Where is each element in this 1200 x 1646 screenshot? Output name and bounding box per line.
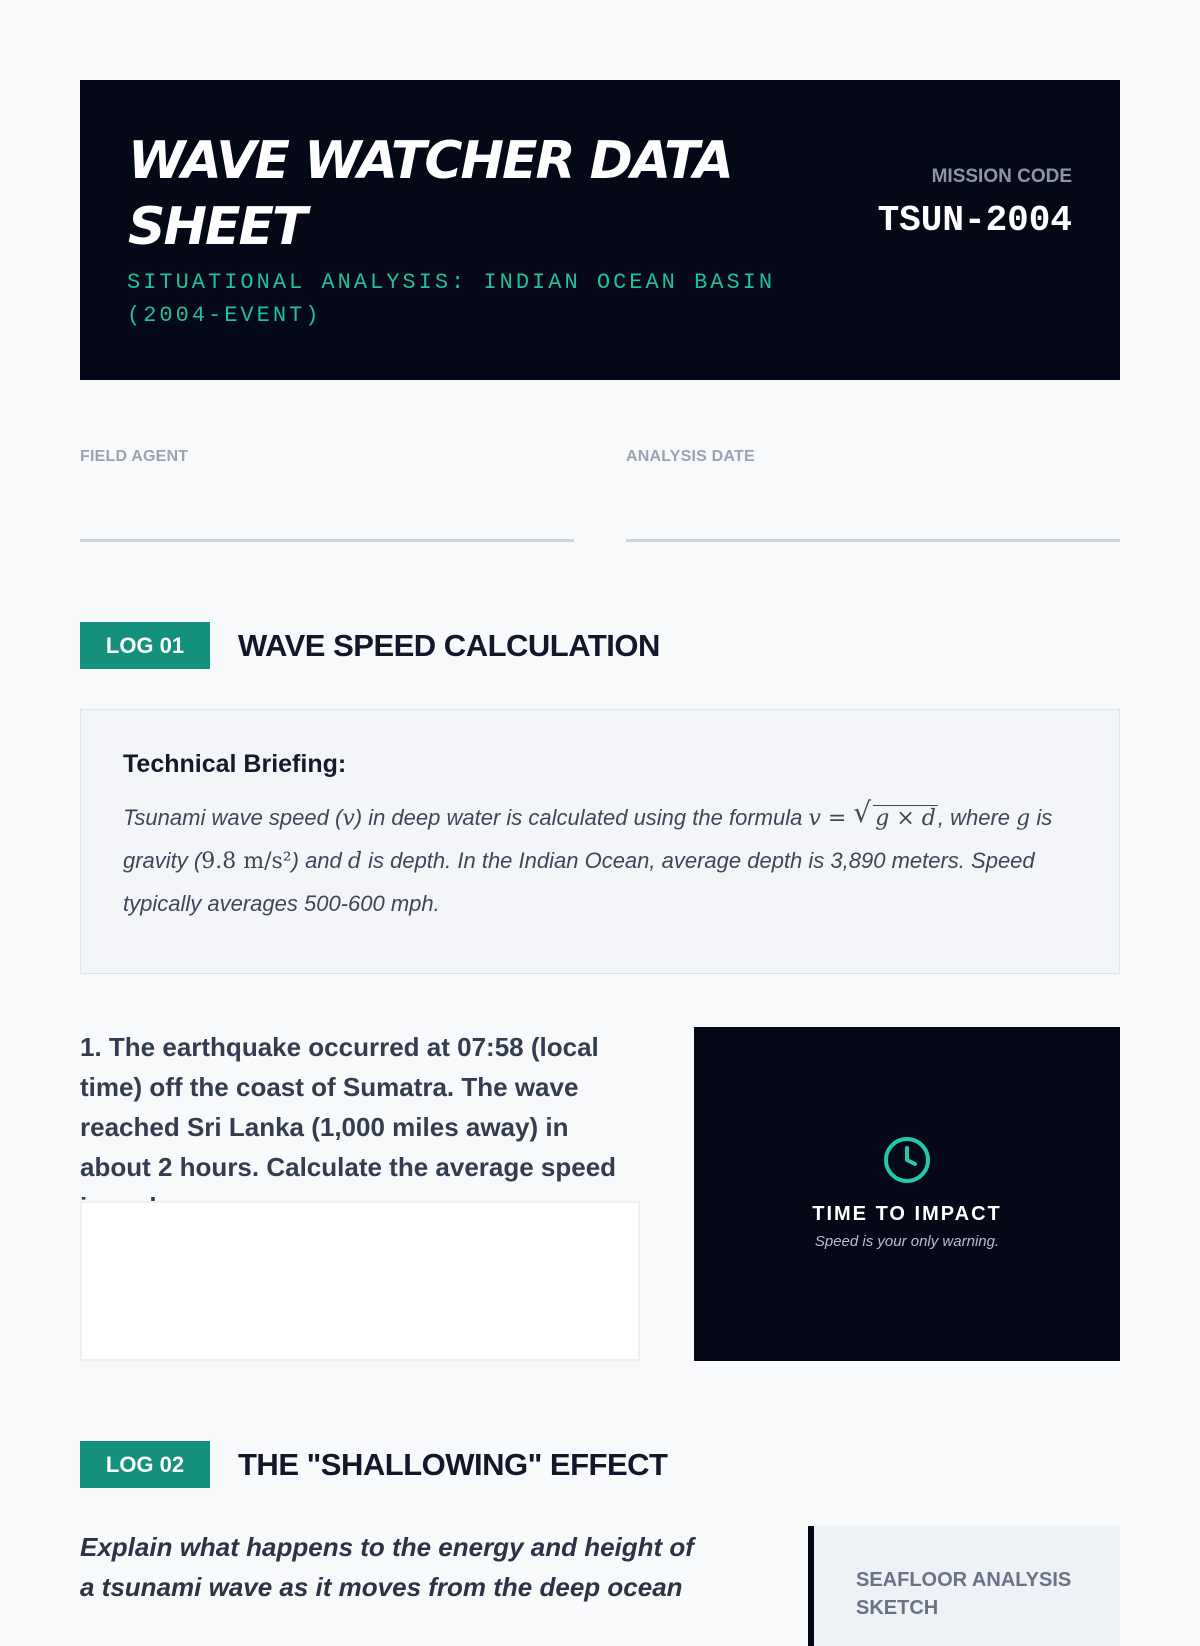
clock-icon <box>882 1135 932 1185</box>
log-badge: LOG 01 <box>80 622 210 669</box>
impact-subtitle: Speed is your only warning. <box>814 1233 1000 1250</box>
section-heading-log2 <box>80 1441 1120 1489</box>
info-fields <box>80 448 1120 542</box>
field-agent-label: FIELD AGENT <box>80 448 189 465</box>
question-2: Explain what happens to the energy and height of a tsunami wave as it moves from the deep ocean <box>80 1532 694 1602</box>
field-agent[interactable] <box>80 448 574 542</box>
time-to-impact-panel <box>694 1027 1120 1361</box>
mission-code-label: MISSION CODE <box>931 166 1072 187</box>
worksheet-page <box>80 80 1120 1619</box>
log-badge: LOG 02 <box>80 1441 210 1488</box>
question-1: 1. The earthquake occurred at 07:58 (local time) off the coast of Sumatra. The wave reached Sri Lanka (1,000 miles away) in about 2 hours. Calculate the average speed <box>80 1032 617 1182</box>
briefing-text: Tsunami wave speed (v) in deep water is calculated using the formula v = √ g × d, where g is gravity (9.8 m/s²) and d is depth. In the Indian Ocean, average depth is 3,890 meters. Speed typically averages 500-600 mph. <box>123 796 1053 916</box>
section-title: WAVE SPEED CALCULATION <box>238 628 660 663</box>
header-banner <box>80 80 1120 380</box>
field-date-line[interactable] <box>626 539 1120 542</box>
page-subtitle: SITUATIONAL ANALYSIS: INDIAN OCEAN BASIN (2004-EVENT) <box>127 270 776 328</box>
section-title: THE "SHALLOWING" EFFECT <box>238 1447 668 1482</box>
seafloor-sketch-panel[interactable] <box>808 1526 1120 1646</box>
technical-briefing <box>80 709 1120 974</box>
seafloor-label: SEAFLOOR ANALYSIS SKETCH <box>856 1569 1072 1619</box>
mission-block <box>872 166 1072 248</box>
mission-code-value: TSUN-2004 <box>877 200 1072 241</box>
field-analysis-date[interactable] <box>626 448 1120 542</box>
sqrt-formula: √ g × d <box>853 796 936 831</box>
impact-title: TIME TO IMPACT <box>812 1203 1002 1225</box>
gravity-value: 9.8 m/s² <box>201 849 292 874</box>
formula-lhs: v = <box>808 806 854 831</box>
field-date-label: ANALYSIS DATE <box>626 448 755 465</box>
briefing-title: Technical Briefing: <box>123 750 347 778</box>
answer-box-1[interactable] <box>80 1201 640 1361</box>
page-title: WAVE WATCHER DATA SHEET <box>128 131 732 257</box>
field-agent-line[interactable] <box>80 539 574 542</box>
section-heading-log1 <box>80 622 1120 670</box>
